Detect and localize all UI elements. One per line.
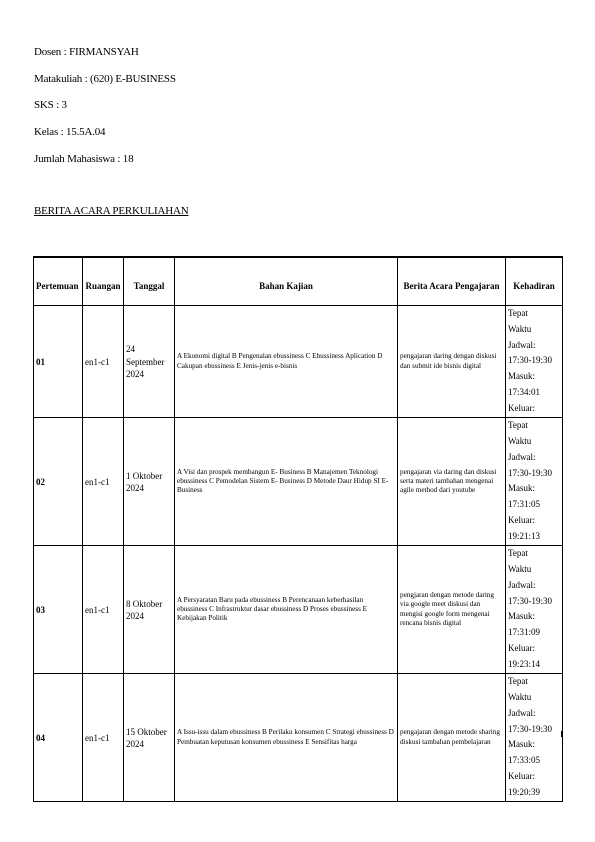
attendance-line: 17:33:05 [508, 755, 541, 765]
attendance-line: Jadwal: [508, 707, 536, 718]
cell-ruangan: en1-c1 [83, 306, 124, 418]
attendance-line: Masuk: [508, 483, 535, 494]
attendance-line: Masuk: [508, 371, 535, 381]
cell-berita-acara: pengjaran dengan metode daring via google meet diskusi dan mengisi google form mengenai rencana bisnis digital [398, 546, 506, 674]
attendance-line: Waktu [508, 692, 532, 702]
cell-bahan-kajian: A Visi dan prospek membangun E- Business B Manajemen Teknologi ebussiness C Pemodelan Sistem E- Business D Metode Daur Hidup SI E- Business [175, 418, 398, 546]
table-continuation-line-left [33, 731, 35, 737]
column-header-berita-acara: Berita Acara Pengajaran [398, 257, 506, 306]
student-count: Jumlah Mahasiswa : 18 [34, 153, 134, 165]
attendance-line: Jadwal: [508, 451, 536, 462]
attendance-line: 19:21:13 [508, 530, 541, 541]
cell-kehadiran [506, 418, 563, 546]
attendance-line: 17:31:05 [508, 499, 541, 509]
table-row [34, 674, 563, 802]
cell-ruangan: en1-c1 [83, 418, 124, 546]
attendance-line: Masuk: [508, 611, 535, 622]
cell-berita-acara: pengajaran daring dengan diskusi dan submit ide bisnis digital [398, 306, 506, 418]
section-title: BERITA ACARA PERKULIAHAN [34, 205, 189, 217]
attendance-line: 19:20:39 [508, 786, 541, 797]
cell-tanggal: 24 September 2024 [124, 306, 175, 418]
cell-ruangan: en1-c1 [83, 546, 124, 674]
column-header-kehadiran: Kehadiran [506, 257, 563, 306]
cell-kehadiran [506, 674, 563, 802]
column-header-bahan-kajian: Bahan Kajian [175, 257, 398, 306]
attendance-line: 19:23:14 [508, 658, 541, 669]
attendance-line: Waktu [508, 564, 532, 574]
cell-pertemuan: 02 [34, 418, 83, 546]
attendance-line: 17:31:09 [508, 627, 541, 637]
lecture-log-table [33, 256, 563, 802]
cell-pertemuan: 04 [34, 674, 83, 802]
table-row [34, 418, 563, 546]
course-name: Matakuliah : (620) E-BUSINESS [34, 73, 176, 85]
column-header-tanggal: Tanggal [124, 257, 175, 306]
attendance-line: Tepat [508, 548, 528, 559]
cell-bahan-kajian: A Issu-issu dalam ebussiness B Perilaku konsumen C Strategi ebussiness D Pembuatan keputusan konsumen ebussiness E Sensifitas harga [175, 674, 398, 802]
cell-pertemuan: 03 [34, 546, 83, 674]
cell-pertemuan: 01 [34, 306, 83, 418]
attendance-line: Tepat [508, 420, 528, 431]
attendance-line: Keluar: [508, 642, 535, 653]
table-continuation-line-right [561, 731, 563, 737]
attendance-line: Keluar: [508, 402, 535, 413]
column-header-ruangan: Ruangan [83, 257, 124, 306]
cell-ruangan: en1-c1 [83, 674, 124, 802]
attendance-line: Tepat [508, 308, 528, 318]
attendance-line: Keluar: [508, 514, 535, 525]
attendance-line: 17:30-19:30 [508, 595, 552, 606]
cell-bahan-kajian: A Persyaratan Baru pada ebussiness B Perencanaan keberhasilan ebussiness C Infrastruktur dasar ebussiness D Proses ebussiness E Kebijakan Politik [175, 546, 398, 674]
cell-tanggal: 1 Oktober 2024 [124, 418, 175, 546]
class-code: Kelas : 15.5A.04 [34, 126, 106, 138]
table-header-row [34, 257, 563, 306]
attendance-line: 17:30-19:30 [508, 355, 552, 366]
attendance-line: Waktu [508, 323, 532, 334]
cell-tanggal: 15 Oktober 2024 [124, 674, 175, 802]
lecturer-name: Dosen : FIRMANSYAH [34, 46, 139, 58]
cell-kehadiran [506, 546, 563, 674]
attendance-line: Masuk: [508, 739, 535, 750]
cell-bahan-kajian: A Ekonomi digital B Pengenalan ebussiness C Ebussiness Aplication D Cakupan ebussiness E Jenis-jenis e-bisnis [175, 306, 398, 418]
cell-kehadiran [506, 306, 563, 418]
attendance-line: Tepat [508, 676, 528, 687]
credit-units: SKS : 3 [34, 99, 67, 111]
attendance-line: Jadwal: [508, 579, 536, 590]
cell-berita-acara: pengajaran dengan metode sharing diskusi tambahan pembelajaran [398, 674, 506, 802]
attendance-line: 17:30-19:30 [508, 467, 552, 478]
attendance-line: Jadwal: [508, 339, 536, 350]
attendance-line: Waktu [508, 436, 532, 446]
table-row [34, 546, 563, 674]
cell-berita-acara: pengajaran via daring dan diskusi serta materi tambahan mengenai agile method dari youtube [398, 418, 506, 546]
table-row [34, 306, 563, 418]
attendance-line: 17:30-19:30 [508, 723, 552, 734]
cell-tanggal: 8 Oktober 2024 [124, 546, 175, 674]
attendance-line: 17:34:01 [508, 386, 541, 397]
attendance-line: Keluar: [508, 770, 535, 781]
column-header-pertemuan: Pertemuan [34, 257, 83, 306]
